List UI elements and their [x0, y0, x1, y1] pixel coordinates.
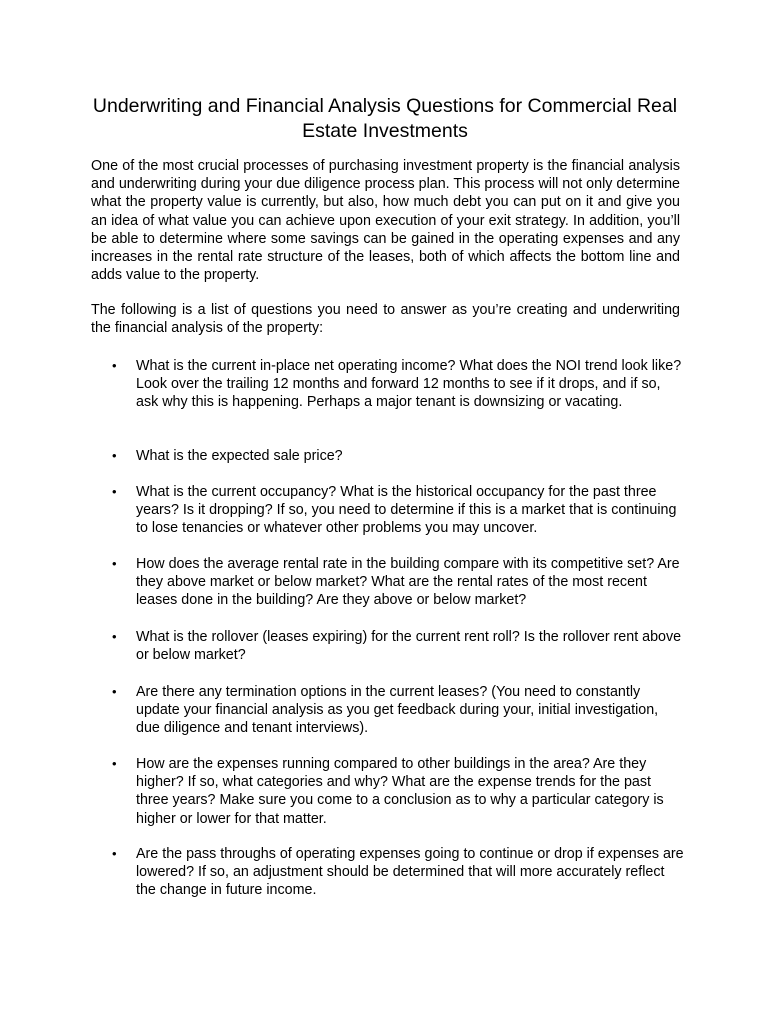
bullet-icon: • — [112, 448, 117, 463]
bullet-icon: • — [112, 756, 117, 771]
question-text: What is the current occupancy? What is the historical occupancy for the past three years? Is it dropping? If so, you need to determine if this is a market that is continuing to lose tenancies or whatever other problems you may uncover. — [136, 484, 677, 537]
bullet-icon: • — [112, 684, 117, 699]
bullet-icon: • — [112, 556, 117, 571]
intro-paragraph: One of the most crucial processes of purchasing investment property is the financial analysis and underwriting during your due diligence process plan. This process will not only determine what the property value is currently, but also, how much debt you can put on it and give you an idea of what value you can achieve upon execution of your exit strategy. In addition, you’ll be able to determine where some savings can be gained in the operating expenses and any increases in the rental rate structure of the leases, both of which affects the bottom line and adds value to the property. — [91, 158, 680, 284]
question-text: What is the rollover (leases expiring) for the current rent roll? Is the rollover rent above or below market? — [136, 629, 682, 664]
lead-paragraph: The following is a list of questions you need to answer as you’re creating and underwriting the financial analysis of the property: — [91, 302, 680, 337]
bullet-icon: • — [112, 358, 117, 373]
question-text: How does the average rental rate in the building compare with its competitive set? Are they above market or below market? What are the rental rates of the most recent leases done in the building? Are they above or below market? — [136, 556, 680, 609]
question-text: What is the expected sale price? — [136, 448, 343, 464]
question-text: Are the pass throughs of operating expenses going to continue or drop if expenses are lowered? If so, an adjustment should be determined that will more accurately reflect the change in future income. — [136, 846, 684, 899]
bullet-icon: • — [112, 629, 117, 644]
bullet-icon: • — [112, 484, 117, 499]
page-title: Underwriting and Financial Analysis Questions for Commercial Real Estate Investments — [92, 95, 678, 142]
bullet-icon: • — [112, 846, 117, 861]
question-text: Are there any termination options in the current leases? (You need to constantly update your financial analysis as you get feedback during your, initial investigation, due diligence and tenant interviews). — [136, 684, 659, 737]
question-text: How are the expenses running compared to other buildings in the area? Are they higher? If so, what categories and why? What are the expense trends for the past three years? Make sure you come to a conclusion as to why a particular category is higher or lower for that matter. — [136, 756, 664, 827]
question-text: What is the current in-place net operating income? What does the NOI trend look like? Look over the trailing 12 months and forward 12 months to see if it drops, and if so, ask why this is happening. Perhaps a major tenant is downsizing or vacating. — [136, 358, 682, 411]
